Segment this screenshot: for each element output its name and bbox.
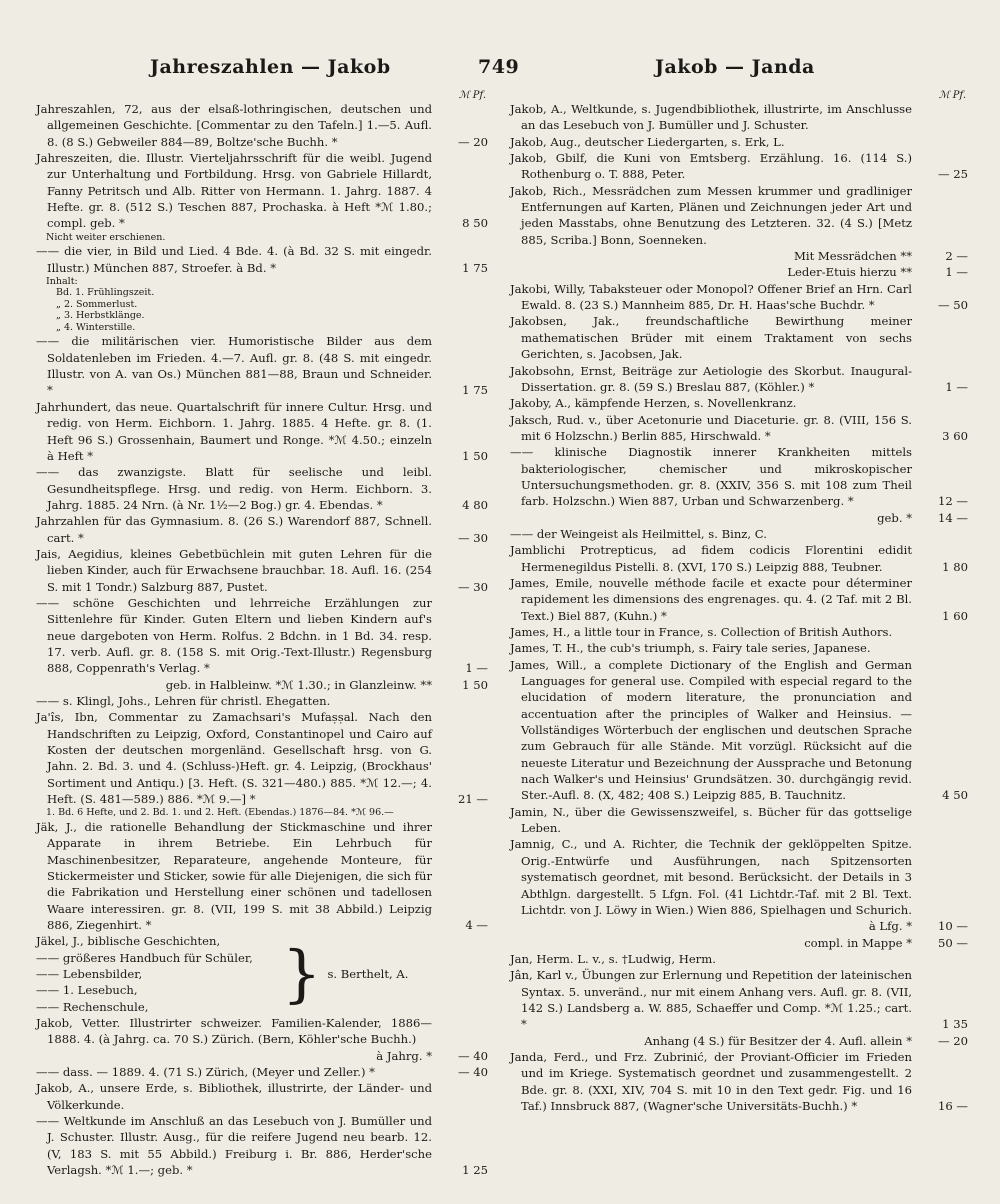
entry-variant <box>510 264 968 280</box>
brace-reference: s. Berthelt, A. <box>327 967 409 981</box>
entry-variant <box>36 1048 488 1064</box>
entry-price: 1 50 <box>462 677 488 692</box>
entry-text: Jakobi, Willy, Tabaksteuer oder Monopol? Offener Brief an Hrn. Carl Ewald. 8. (23 S.) Mannheim 885, Dr. H. Haas'sche Buchdr. * <box>510 281 912 313</box>
brace-line: —— Lebensbilder, <box>36 967 143 981</box>
entry-text: Jakobsen, Jak., freundschaftliche Bewirthung meiner mathematischen Brüder mit einem Traktament von sechs Gerichten, s. Jacobsen, Jak. <box>510 314 912 362</box>
entry-variant <box>510 935 968 951</box>
entry-variant <box>510 248 968 264</box>
catalog-entry <box>510 313 968 362</box>
entry-text: James, Will., a complete Dictionary of the English and German Languages for general use. Compiled with especial regard to the elucidation of modern literature, the pronunciation and accentuation after the principles of Walker and Heinsius. — Vollständiges Wörterbuch der englischen und deutschen Sprache zum Gebrauch für alle Stände. Mit vorzügl. Rücksicht auf die neueste Literatur und Bezeichnung der Aussprache und Betonung nach Walker's und Heinsius' Grundsätzen. 30. durchgängig revid. Ster.-Aufl. 8. (X, 482; 408 S.) Leipzig 885, B. Tauchnitz. <box>510 657 912 803</box>
entry-text: Ja'îs, Ibn, Commentar zu Zamachsari's Mufaṣṣal. Nach den Handschriften zu Leipzig, Oxford, Constantinopel und Cairo auf Kosten der deutschen morgenländ. Gesellschaft hrsg. von G. Jahn. 2. Bd. 3. und 4. (Schluss-)Heft. gr. 4. Leipzig, (Brockhaus' Sortiment und Antiqu.) [3. Heft. (S. 321—480.) 885. *ℳ 12.—; 4. Heft. (S. 481—589.) 886. *ℳ 9.—] * <box>36 710 432 807</box>
entry-variant <box>510 918 968 934</box>
entry-note: „ 4. Winterstille. <box>56 321 136 333</box>
entry-price: — 20 <box>457 134 488 149</box>
entry-price: — 30 <box>457 530 488 545</box>
entry-variant-text: geb. in Halbleinw. *ℳ 1.30.; in Glanzleinw. ** <box>165 677 432 692</box>
catalog-entry <box>36 595 488 677</box>
entry-price: 4 50 <box>942 788 968 803</box>
entry-price: 10 — <box>937 919 968 934</box>
entry-text: Jakob, Gbilf, die Kuni von Emtsberg. Erzählung. 16. (114 S.) Rothenburg o. T. 888, Peter. <box>510 151 912 182</box>
entry-text: Jamnig, C., und A. Richter, die Technik der geklöppelten Spitze. Orig.-Entwürfe und Ausführungen, nach Spitzensorten systematisch geordnet, mit besond. Berücksicht. der Details in 3 Abthlgn. dargestellt. 5 Lfgn. Fol. (41 Lichtdr.-Taf. mit 2 Bl. Text. Lichtdr. von J. Löwy in Wien.) Wien 886, Spielhagen und Schurich. <box>510 837 912 917</box>
entry-price: 14 — <box>937 510 968 525</box>
catalog-entry <box>36 1064 488 1080</box>
entry-variant-text: Anhang (4 S.) für Besitzer der 4. Aufl. allein * <box>644 1033 912 1048</box>
entry-text: Jakob, Aug., deutscher Liedergarten, s. Erk, L. <box>510 134 785 149</box>
catalog-entry <box>36 101 488 150</box>
entry-price: 4 80 <box>462 497 488 512</box>
entry-text: Jakobsohn, Ernst, Beiträge zur Aetiologie des Skorbut. Inaugural-Dissertation. gr. 8. (59 S.) Breslau 887, (Köhler.) * <box>510 363 912 394</box>
catalog-entry <box>510 134 968 150</box>
entry-price: 1 60 <box>942 608 968 623</box>
entry-text: Jamin, N., über die Gewissenszweifel, s. Bücher für das gottselige Leben. <box>510 804 912 836</box>
entry-text: James, Emile, nouvelle méthode facile et exacte pour déterminer rapidement les dimensions des engrenages. qu. 4. (2 Taf. mit 2 Bl. Text.) Biel 887, (Kuhn.) * <box>510 575 912 623</box>
entry-text: James, H., a little tour in France, s. Collection of British Authors. <box>510 625 893 639</box>
entry-price: 50 — <box>937 935 968 950</box>
catalog-entry <box>36 693 488 709</box>
entry-text: Jamblichi Protrepticus, ad fidem codicis Florentini edidit Hermenegildus Pistelli. 8. (XVI, 170 S.) Leipzig 888, Teubner. <box>510 543 912 574</box>
catalog-entry <box>510 183 968 248</box>
entry-price: — 40 <box>457 1065 488 1080</box>
entry-text: Jahrzahlen für das Gymnasium. 8. (26 S.) Warendorf 887, Schnell. cart. * <box>36 514 432 545</box>
entry-text: Jakob, A., Weltkunde, s. Jugendbibliothek, illustrirte, im Anschlusse an das Lesebuch von J. Bumüller und J. Schuster. <box>510 102 912 133</box>
entry-text: —— klinische Diagnostik innerer Krankheiten mittels bakteriologischer, chemischer und mikroskopischer Untersuchungsmethoden. gr. 8. (XXIV, 356 S. mit 108 zum Theil farb. Holzschn.) Wien 887, Urban und Schwarzenberg. * <box>510 445 912 509</box>
entry-text: —— s. Klingl, Johs., Lehren für christl. Ehegatten. <box>36 694 331 708</box>
catalog-entry <box>510 281 968 314</box>
entry-note: „ 2. Sommerlust. <box>56 298 138 310</box>
entry-price: — 40 <box>457 1048 488 1063</box>
entry-text: Jakoby, A., kämpfende Herzen, s. Novellenkranz. <box>510 396 797 411</box>
catalog-entry <box>36 333 488 398</box>
entry-variant-text: geb. * <box>877 510 912 525</box>
catalog-entry <box>510 967 968 1032</box>
entry-text: Jân, Karl v., Übungen zur Erlernung und Repetition der lateinischen Syntax. 5. unveränd., nur mit einem Anhang vers. Aufl. gr. 8. (VII, 142 S.) Landsberg a. W. 885, Schaeffer und Comp. *ℳ 1.25.; cart. * <box>510 968 912 1032</box>
catalog-entry <box>510 150 968 183</box>
entry-text: Jaksch, Rud. v., über Acetonurie und Diaceturie. gr. 8. (VIII, 156 S. mit 6 Holzschn.) Berlin 885, Hirschwald. * <box>510 412 912 443</box>
catalog-entry <box>510 951 968 967</box>
entry-price: 21 — <box>457 792 488 807</box>
entry-price: 1 75 <box>462 383 488 398</box>
entry-price: 4 — <box>465 917 488 932</box>
catalog-entry <box>36 1080 488 1113</box>
entry-text: Janda, Ferd., und Frz. Zubrinić, der Proviant-Officier im Frieden und im Kriege. Systematisch geordnet und zusammengestellt. 2 Bde. gr. 8. (XXI, XIV, 704 S. mit 10 in den Text gedr. Fig. und 16 Taf.) Innsbruck 887, (Wagner'sche Universitäts-Buchh.) * <box>510 1049 912 1113</box>
price-unit-label: ℳ Pf. <box>458 90 486 101</box>
catalog-entry <box>36 1015 488 1048</box>
entry-text: —— das zwanzigste. Blatt für seelische und leibl. Gesundheitspflege. Hrsg. und redig. von Herm. Eichborn. 3. Jahrg. 1885. 24 Nrn. (à Nr. 1½—2 Bog.) gr. 4. Ebendas. * <box>36 465 432 512</box>
catalog-entry <box>510 542 968 575</box>
catalog-entry <box>510 836 968 918</box>
entry-text: Jakob, Vetter. Illustrirter schweizer. Familien-Kalender, 1886—1888. 4. (à Jahrg. ca. 70 S.) Zürich. (Bern, Köhler'sche Buchh.) <box>36 1016 432 1047</box>
entry-text: Jais, Aegidius, kleines Gebetbüchlein mit guten Lehren für die lieben Kinder, auch für Erwachsene brauchbar. 18. Aufl. 16. (254 S. mit 1 Tondr.) Salzburg 887, Pustet. <box>36 546 432 594</box>
entry-text: Jahreszahlen, 72, aus der elsaß-lothringischen, deutschen und allgemeinen Geschichte. [Commentar zu den Tafeln.] 1.—5. Aufl. 8. (8 S.) Gebweiler 884—89, Boltze'sche Buchh. * <box>36 102 432 149</box>
left-column <box>36 90 488 1178</box>
catalog-entry <box>36 150 488 232</box>
catalog-entry <box>510 101 968 134</box>
catalog-entry <box>36 243 488 276</box>
entry-price: — 20 <box>937 1033 968 1048</box>
brace-line: —— 1. Lesebuch, <box>36 983 138 998</box>
entry-text: —— dass. — 1889. 4. (71 S.) Zürich, (Meyer und Zeller.) * <box>36 1065 375 1080</box>
entry-variant <box>36 677 488 693</box>
brace-symbol: } <box>282 937 322 1011</box>
entry-text: James, T. H., the cub's triumph, s. Fairy tale series, Japanese. <box>510 641 871 656</box>
catalog-entry <box>510 657 968 804</box>
catalog-entry <box>36 513 488 546</box>
entry-note: Inhalt: <box>46 275 78 287</box>
entry-price: 1 75 <box>462 260 488 275</box>
entry-variant <box>510 510 968 526</box>
entry-variant-text: à Jahrg. * <box>376 1048 432 1063</box>
entry-note: 1. Bd. 6 Hefte, und 2. Bd. 1. und 2. Heft. (Ebendas.) 1876—84. *ℳ 96.— <box>46 807 394 819</box>
entry-note: Nicht weiter erschienen. <box>46 231 166 243</box>
catalog-entry <box>36 399 488 464</box>
entry-variant-text: Mit Messrädchen ** <box>794 249 912 264</box>
catalog-entry <box>510 526 968 542</box>
entry-price: 3 60 <box>942 428 968 443</box>
entry-price: 1 80 <box>942 559 968 574</box>
entry-text: —— der Weingeist als Heilmittel, s. Binz, C. <box>510 526 767 541</box>
entry-price: 1 25 <box>462 1163 488 1178</box>
running-header-left: Jahreszahlen — Jakob <box>150 56 391 78</box>
entry-text: Jahreszeiten, die. Illustr. Vierteljahrsschrift für die weibl. Jugend zur Unterhaltung und Fortbildung. Hrsg. von Gabriele Hillardt, Fanny Petritsch und Alb. Ritter von Hermann. 1. Jahrg. 1887. 4 Hefte. gr. 8. (512 S.) Teschen 887, Prochaska. à Heft *ℳ 1.80.; compl. geb. * <box>36 151 432 231</box>
entry-price: 1 — <box>945 265 968 280</box>
entry-text: —— die vier, in Bild und Lied. 4 Bde. 4. (à Bd. 32 S. mit eingedr. Illustr.) München 887, Stroefer. à Bd. * <box>36 244 432 275</box>
catalog-entry <box>510 395 968 411</box>
catalog-entry <box>510 412 968 445</box>
brace-line: —— Rechenschule, <box>36 999 149 1014</box>
entry-text: Jan, Herm. L. v., s. †Ludwig, Herm. <box>510 951 716 966</box>
entry-variant-text: à Lfg. * <box>868 919 912 934</box>
entry-text: Jakob, A., unsere Erde, s. Bibliothek, illustrirte, der Länder- und Völkerkunde. <box>36 1081 432 1112</box>
entry-note: „ 3. Herbstklänge. <box>56 310 145 322</box>
entry-price: 8 50 <box>462 216 488 231</box>
catalog-entry <box>510 1049 968 1114</box>
catalog-entry <box>36 709 488 807</box>
entry-text: —— Weltkunde im Anschluß an das Lesebuch von J. Bumüller und J. Schuster. Illustr. Ausg., für die reifere Jugend neu bearb. 12. (V, 183 S. mit 55 Abbild.) Freiburg i. Br. 886, Herder'sche Verlagsh. *ℳ 1.—; geb. * <box>36 1114 432 1178</box>
catalog-entry <box>510 363 968 396</box>
entry-price: 1 35 <box>942 1017 968 1032</box>
catalog-entry <box>36 1113 488 1178</box>
running-header-right: Jakob — Janda <box>655 56 815 78</box>
entry-text: —— die militärischen vier. Humoristische Bilder aus dem Soldatenleben im Frieden. 4.—7. Aufl. gr. 8. (48 S. mit eingedr. Illustr. von A. van Os.) München 881—88, Braun und Schneider. * <box>36 334 432 398</box>
entry-price: 1 50 <box>462 448 488 463</box>
entry-price: 16 — <box>937 1098 968 1113</box>
brace-group <box>36 933 488 1015</box>
catalog-entry <box>510 575 968 624</box>
brace-line: Jäkel, J., biblische Geschichten, <box>36 934 221 949</box>
entry-price: 1 — <box>945 379 968 394</box>
entry-price: — 30 <box>457 579 488 594</box>
catalog-entry <box>510 804 968 837</box>
entry-price: — 50 <box>937 298 968 313</box>
catalog-entry <box>510 444 968 509</box>
entry-note: Bd. 1. Frühlingszeit. <box>56 287 155 299</box>
entry-variant <box>510 1033 968 1049</box>
brace-line: —— größeres Handbuch für Schüler, <box>36 950 253 965</box>
entry-price: — 25 <box>937 167 968 182</box>
price-unit-label: ℳ Pf. <box>938 90 966 101</box>
entry-variant-text: Leder-Etuis hierzu ** <box>787 265 912 280</box>
entry-price: 1 — <box>465 661 488 676</box>
entry-variant-text: compl. in Mappe * <box>804 935 912 950</box>
entry-text: Jahrhundert, das neue. Quartalschrift für innere Cultur. Hrsg. und redig. von Herm. Eichborn. 1. Jahrg. 1885. 4 Hefte. gr. 8. (1. Heft 96 S.) Grossenhain, Baumert und Ronge. *ℳ 4.50.; einzeln à Heft * <box>36 399 432 463</box>
entry-text: Jakob, Rich., Messrädchen zum Messen krummer und gradliniger Entfernungen auf Karten, Plänen und Zeichnungen jeder Art und jeden Masstabs, ohne Benutzung des Letzteren. 32. (4 S.) [Metz 885, Scriba.] Bonn, Soenneken. <box>510 183 912 247</box>
catalog-entry <box>510 640 968 656</box>
page-number: 749 <box>478 56 520 78</box>
catalog-entry <box>510 624 968 640</box>
entry-price: 12 — <box>937 494 968 509</box>
catalog-entry <box>36 464 488 513</box>
catalog-entry <box>36 546 488 595</box>
entry-text: —— schöne Geschichten und lehrreiche Erzählungen zur Sittenlehre für Kinder. Guten Eltern und lieben Kindern auf's neue dargeboten von Herm. Rolfus. 2 Bdchn. in 1 Bd. 34. resp. 17. verb. Aufl. gr. 8. (158 S. mit Orig.-Text-Illustr.) Regensburg 888, Coppenrath's Verlag. * <box>36 595 432 676</box>
entry-text: Jäk, J., die rationelle Behandlung der Stickmaschine und ihrer Apparate in ihrem Betriebe. Ein Lehrbuch für Maschinenbesitzer, Reparateure, angehende Monteure, für Stickermeister und Sticker, sowie für alle Diejenigen, die sich für die Fabrikation und Herstellung einer schönen und tadellosen Waare interessiren. gr. 8. (VII, 199 S. mit 38 Abbild.) Leipzig 886, Ziegenhirt. * <box>36 819 432 932</box>
entry-price: 2 — <box>945 249 968 264</box>
catalog-entry <box>36 819 488 933</box>
right-column <box>510 90 968 1114</box>
